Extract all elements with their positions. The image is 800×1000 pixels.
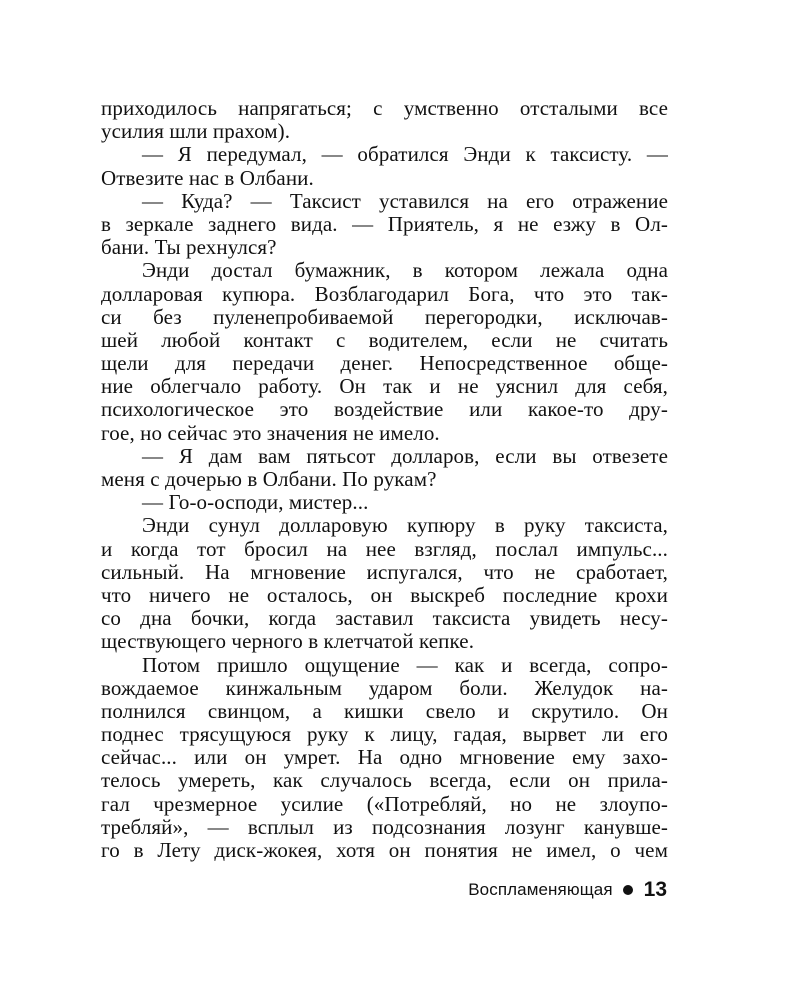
text-line: что ничего не осталось, он выскреб последние крохи	[101, 582, 668, 607]
text-line: — Куда? — Таксист уставился на его отражение	[142, 188, 668, 213]
text-line: Отвезите нас в Олбани.	[101, 165, 314, 190]
text-line: со дна бочки, когда заставил таксиста увидеть несу-	[101, 606, 668, 631]
text-line: щели для передачи денег. Непосредственное обще-	[101, 351, 668, 376]
text-line: Энди достал бумажник, в котором лежала одна	[142, 258, 668, 283]
text-line: телось умереть, как случалось всегда, если он прила-	[101, 768, 668, 793]
text-line: и когда тот бросил на нее взгляд, послал импульс...	[101, 536, 668, 561]
text-line: Потом пришло ощущение — как и всегда, сопро-	[142, 652, 668, 677]
text-line: гал чрезмерное усилие («Потребляй, но не злоупо-	[101, 791, 668, 816]
page-number: 13	[643, 878, 667, 901]
text-line: — Я дам вам пятьсот долларов, если вы отвезете	[142, 443, 668, 468]
text-line: требляй», — всплыл из подсознания лозунг канувше-	[101, 814, 668, 839]
text-line: сейчас... или он умрет. На одно мгновение ему захо-	[101, 745, 668, 770]
text-line: ществующего черного в клетчатой кепке.	[101, 629, 475, 654]
text-line: приходилось напрягаться; с умственно отсталыми все	[101, 96, 668, 120]
text-line: долларовая купюра. Возблагодарил Бога, что это так-	[101, 281, 668, 306]
text-line: — Го-о-осподи, мистер...	[142, 490, 369, 515]
bullet-separator	[623, 885, 633, 895]
text-line: — Я передумал, — обратился Энди к таксисту. —	[142, 142, 668, 167]
text-line: Энди сунул долларовую купюру в руку таксиста,	[142, 513, 668, 538]
text-line: гое, но сейчас это значения не имело.	[101, 420, 440, 445]
text-line: психологическое это воздействие или какое-то дру-	[101, 397, 668, 422]
text-line: бани. Ты рехнулся?	[101, 235, 277, 260]
text-line: вождаемое кинжальным ударом боли. Желудок на-	[101, 675, 668, 700]
page-footer	[101, 878, 667, 902]
text-line: сильный. На мгновение испугался, что не сработает,	[101, 559, 668, 584]
text-line: усилия шли прахом).	[101, 119, 291, 144]
book-page-text	[101, 97, 668, 862]
text-line: в зеркале заднего вида. — Приятель, я не езжу в Ол-	[101, 211, 668, 236]
text-line: поднес трясущуюся руку к лицу, гадая, вырвет ли его	[101, 722, 668, 747]
text-line: си без пуленепробиваемой перегородки, исключав-	[101, 304, 668, 329]
text-line: ние облегчало работу. Он так и не уяснил для себя,	[101, 374, 668, 399]
text-line: меня с дочерью в Олбани. По рукам?	[101, 467, 437, 491]
text-line: го в Лету диск-жокея, хотя он понятия не имел, о чем	[101, 838, 668, 862]
text-line: шей любой контакт с водителем, если не считать	[101, 327, 668, 352]
text-line: полнился свинцом, а кишки свело и скрутило. Он	[101, 698, 668, 723]
running-title: Воспламеняющая	[468, 880, 613, 899]
